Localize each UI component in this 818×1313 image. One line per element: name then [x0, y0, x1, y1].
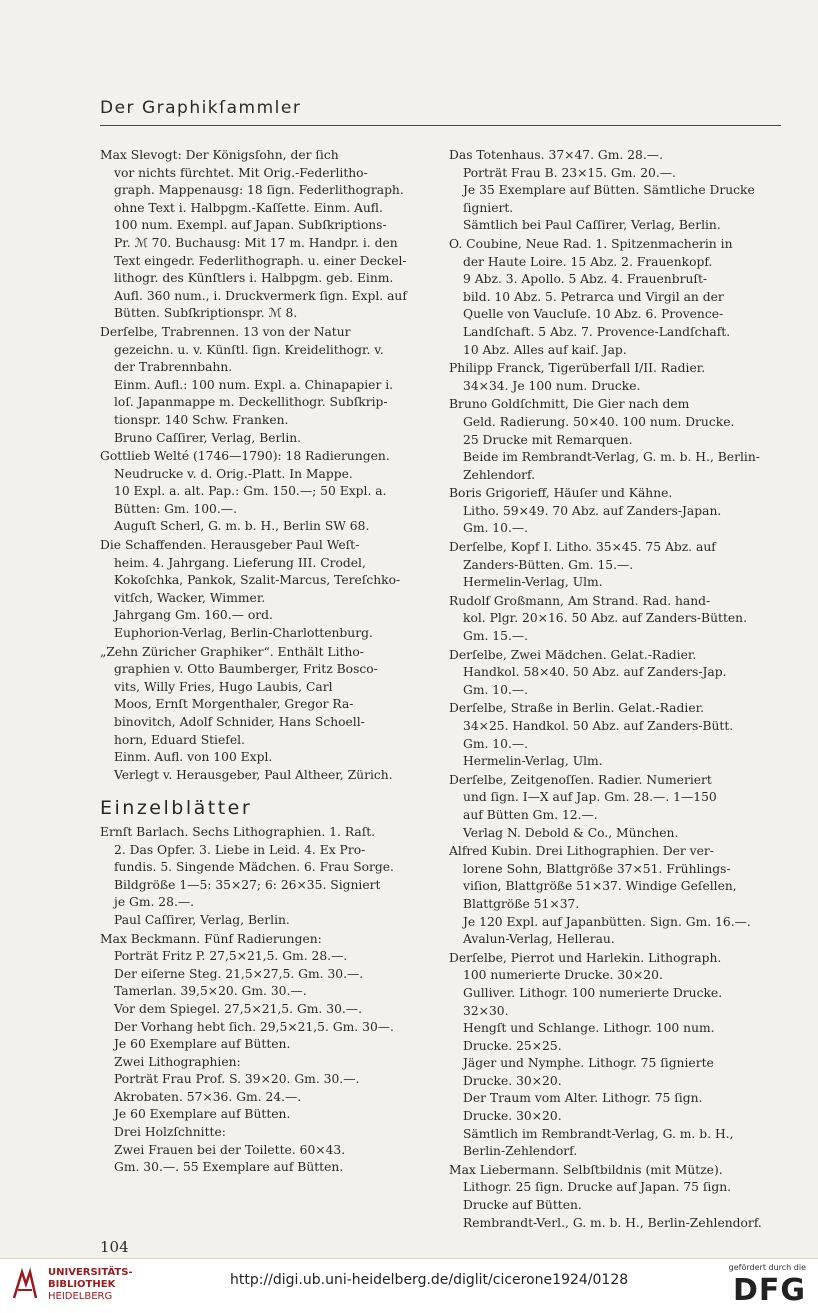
entry-line: Verlag N. Debold & Co., München. — [463, 825, 679, 840]
catalog-entry — [449, 1162, 783, 1232]
entry-line: Derſelbe, Zwei Mädchen. Gelat.-Radier. — [449, 647, 697, 662]
entry-line: 10 Expl. a. alt. Pap.: Gm. 150.—; 50 Expl. a. — [114, 484, 387, 499]
entry-line: Aufl. 360 num., i. Druckvermerk ſign. Expl. auf — [114, 288, 407, 303]
entry-line: Philipp Franck, Tigerüberfall I/II. Radier. — [449, 361, 706, 376]
entry-line: Geld. Radierung. 50×40. 100 num. Drucke. — [463, 414, 735, 429]
entry-line: Zwei Frauen bei der Toilette. 60×43. — [114, 1142, 346, 1157]
entry-line: Paul Caſſirer, Verlag, Berlin. — [114, 912, 290, 927]
entry-line: Drei Holzſchnitte: — [114, 1125, 226, 1140]
catalog-entry — [449, 593, 783, 646]
entry-line: 2. Das Opfer. 3. Liebe in Leid. 4. Ex Pro- — [114, 842, 366, 857]
entry-line: viſion, Blattgröße 51×37. Windige Geſellen, — [463, 879, 737, 894]
entry-line: Derſelbe, Pierrot und Harlekin. Lithograph. — [449, 950, 722, 965]
left-entries-section — [100, 824, 425, 1177]
left-column — [100, 147, 425, 1178]
entry-line: Der Vorhang hebt ſich. 29,5×21,5. Gm. 30—. — [114, 1019, 394, 1034]
entry-line: Die Schaffenden. Herausgeber Paul Weſt- — [100, 538, 360, 553]
entry-line: Drucke. 30×20. — [463, 1109, 562, 1124]
entry-line: Sämtlich im Rembrandt-Verlag, G. m. b. H., — [463, 1126, 734, 1141]
entry-line: Derſelbe, Zeitgenoſſen. Radier. Numeriert — [449, 772, 712, 787]
entry-line: graph. Mappenausg: 18 ſign. Federlithograph. — [114, 183, 404, 198]
entry-line: Porträt Frau B. 23×15. Gm. 20.—. — [463, 165, 676, 180]
right-entries — [449, 147, 783, 1232]
entry-line: Einm. Aufl. von 100 Expl. — [114, 750, 273, 765]
entry-line: Gulliver. Lithogr. 100 numerierte Drucke. — [463, 985, 723, 1000]
entry-line: Alfred Kubin. Drei Lithographien. Der ver- — [449, 844, 714, 859]
entry-line: je Gm. 28.—. — [114, 895, 195, 910]
entry-line: Auguſt Scherl, G. m. b. H., Berlin SW 68. — [114, 519, 370, 534]
entry-line: 32×30. — [463, 1003, 509, 1018]
entry-line: Drucke. 25×25. — [463, 1038, 562, 1053]
entry-line: Rembrandt-Verl., G. m. b. H., Berlin-Zehlendorf. — [463, 1215, 762, 1230]
catalog-entry — [100, 147, 425, 323]
library-line: BIBLIOTHEK — [48, 1279, 116, 1290]
entry-line: Je 120 Expl. auf Japanbütten. Sign. Gm. 16.—. — [463, 914, 751, 929]
entry-line: Zehlendorf. — [463, 467, 536, 482]
entry-line: Gm. 15.—. — [463, 629, 529, 644]
entry-line: 100 numerierte Drucke. 30×20. — [463, 968, 663, 983]
heidelberg-logo-icon — [10, 1266, 40, 1302]
entry-line: Akrobaten. 57×36. Gm. 24.—. — [114, 1089, 302, 1104]
entry-line: Bildgröße 1—5: 35×27; 6: 26×35. Signiert — [114, 877, 381, 892]
catalog-entry — [449, 647, 783, 700]
entry-line: gezeichn. u. v. Künſtl. ſign. Kreidelithogr. v. — [114, 342, 384, 357]
entry-line: Tamerlan. 39,5×20. Gm. 30.—. — [114, 984, 307, 999]
header-rule — [100, 125, 781, 126]
entry-line: Beide im Rembrandt-Verlag, G. m. b. H., Berlin- — [463, 450, 760, 465]
footer-bar — [0, 1258, 818, 1313]
catalog-entry — [449, 147, 783, 235]
entry-line: lorene Sohn, Blattgröße 37×51. Frühlings- — [463, 861, 731, 876]
entry-line: Handkol. 58×40. 50 Abz. auf Zanders-Jap. — [463, 665, 727, 680]
entry-line: Bruno Caſſirer, Verlag, Berlin. — [114, 430, 302, 445]
entry-line: Hengſt und Schlange. Lithogr. 100 num. — [463, 1021, 715, 1036]
entry-line: Bruno Goldſchmitt, Die Gier nach dem — [449, 397, 690, 412]
entry-line: Blattgröße 51×37. — [463, 896, 580, 911]
entry-line: Rudolf Großmann, Am Strand. Rad. hand- — [449, 593, 711, 608]
entry-line: Gm. 10.—. — [463, 682, 529, 697]
catalog-entry — [449, 843, 783, 949]
entry-line: Max Beckmann. Fünf Radierungen: — [100, 931, 322, 946]
catalog-entry — [100, 644, 425, 785]
entry-line: Der Traum vom Alter. Lithogr. 75 ſign. — [463, 1091, 703, 1106]
entry-line: Bütten: Gm. 100.—. — [114, 501, 237, 516]
entry-line: fundis. 5. Singende Mädchen. 6. Frau Sorge. — [114, 860, 394, 875]
dfg-logo: DFG — [732, 1273, 806, 1308]
entry-line: bild. 10 Abz. 5. Petrarca und Virgil an der — [463, 289, 724, 304]
entry-line: Porträt Fritz P. 27,5×21,5. Gm. 28.—. — [114, 949, 348, 964]
entry-line: Max Liebermann. Selbſtbildnis (mit Mütze). — [449, 1162, 723, 1177]
entry-line: ſigniert. — [463, 200, 514, 215]
entry-line: Pr. ℳ 70. Buchausg: Mit 17 m. Handpr. i. den — [114, 235, 398, 250]
entry-line: Vor dem Spiegel. 27,5×21,5. Gm. 30.—. — [114, 1001, 363, 1016]
entry-line: vor nichts fürchtet. Mit Orig.-Federlitho- — [114, 165, 368, 180]
catalog-entry — [100, 324, 425, 447]
entry-line: vits, Willy Fries, Hugo Laubis, Carl — [114, 679, 333, 694]
library-line: UNIVERSITÄTS- — [48, 1267, 133, 1278]
entry-line: 100 num. Exempl. auf Japan. Subſkriptions- — [114, 218, 387, 233]
entry-line: graphien v. Otto Baumberger, Fritz Bosco- — [114, 662, 378, 677]
entry-line: Ernſt Barlach. Sechs Lithographien. 1. Raſt. — [100, 824, 376, 839]
catalog-entry — [100, 537, 425, 643]
entry-line: Gottlieb Welté (1746—1790): 18 Radierungen. — [100, 449, 390, 464]
entry-line: der Trabrennbahn. — [114, 360, 233, 375]
entry-line: Berlin-Zehlendorf. — [463, 1144, 578, 1159]
entry-line: Derſelbe, Trabrennen. 13 von der Natur — [100, 324, 351, 339]
entry-line: Porträt Frau Prof. S. 39×20. Gm. 30.—. — [114, 1072, 360, 1087]
entry-line: loſ. Japanmappe m. Deckellithogr. Subſkrip- — [114, 395, 388, 410]
entry-line: Moos, Ernſt Morgenthaler, Gregor Ra- — [114, 697, 354, 712]
catalog-entry — [449, 772, 783, 842]
entry-line: Hermelin-Verlag, Ulm. — [463, 754, 603, 769]
catalog-entry — [449, 539, 783, 592]
entry-line: Einm. Aufl.: 100 num. Expl. a. Chinapapier i. — [114, 377, 394, 392]
entry-line: lithogr. des Künſtlers i. Halbpgm. geb. Einm. — [114, 271, 394, 286]
left-entries — [100, 147, 425, 784]
entry-line: kol. Plgr. 20×16. 50 Abz. auf Zanders-Bütten. — [463, 611, 747, 626]
entry-line: binovitch, Adolf Schnider, Hans Schoell- — [114, 715, 365, 729]
entry-line: Drucke auf Bütten. — [463, 1198, 582, 1213]
catalog-entry — [449, 360, 783, 395]
entry-line: vitſch, Wacker, Wimmer. — [114, 590, 266, 605]
entry-line: Jäger und Nymphe. Lithogr. 75 ſignierte — [463, 1056, 714, 1071]
entry-line: der Haute Loire. 15 Abz. 2. Frauenkopf. — [463, 254, 713, 269]
entry-line: ohne Text i. Halbpgm.-Kaſſette. Einm. Aufl. — [114, 200, 383, 215]
entry-line: Hermelin-Verlag, Ulm. — [463, 575, 603, 590]
catalog-entry — [449, 950, 783, 1161]
section-heading: Einzelblätter — [100, 797, 253, 820]
library-line: HEIDELBERG — [48, 1291, 113, 1302]
entry-line: Quelle von Vaucluſe. 10 Abz. 6. Provence- — [463, 307, 724, 322]
entry-line: 10 Abz. Alles auf kaiſ. Jap. — [463, 342, 627, 357]
entry-line: Je 35 Exemplare auf Bütten. Sämtliche Drucke — [463, 183, 755, 198]
entry-line: Je 60 Exemplare auf Bütten. — [114, 1037, 291, 1052]
library-name — [48, 1267, 133, 1303]
catalog-entry — [449, 700, 783, 770]
catalog-entry — [100, 448, 425, 536]
entry-line: tionspr. 140 Schw. Franken. — [114, 412, 289, 427]
entry-line: Jahrgang Gm. 160.— ord. — [114, 608, 273, 623]
entry-line: O. Coubine, Neue Rad. 1. Spitzenmacherin in — [449, 236, 733, 251]
entry-line: Litho. 59×49. 70 Abz. auf Zanders-Japan. — [463, 503, 722, 518]
entry-line: heim. 4. Jahrgang. Lieferung III. Crodel, — [114, 555, 366, 570]
entry-line: und ſign. I—X auf Jap. Gm. 28.—. 1—150 — [463, 790, 717, 805]
entry-line: Der eiſerne Steg. 21,5×27,5. Gm. 30.—. — [114, 966, 364, 981]
entry-line: Euphorion-Verlag, Berlin-Charlottenburg. — [114, 626, 373, 641]
running-head: Der Graphikſammler — [100, 98, 302, 118]
catalog-entry — [100, 931, 425, 1177]
entry-line: 25 Drucke mit Remarquen. — [463, 432, 633, 447]
entry-line: Gm. 30.—. 55 Exemplare auf Bütten. — [114, 1160, 344, 1175]
entry-line: Boris Grigorieff, Häuſer und Kähne. — [449, 486, 673, 501]
catalog-entry — [449, 396, 783, 484]
document-url-link[interactable]: http://digi.ub.uni-heidelberg.de/diglit/cicerone1924/0128 — [230, 1272, 629, 1288]
entry-line: Zanders-Bütten. Gm. 15.—. — [463, 557, 634, 572]
entry-line: Derſelbe, Straße in Berlin. Gelat.-Radier. — [449, 701, 705, 716]
entry-line: Neudrucke v. d. Orig.-Platt. In Mappe. — [114, 466, 353, 481]
entry-line: Text eingedr. Federlithograph. u. einer Deckel- — [114, 253, 407, 268]
entry-line: Das Totenhaus. 37×47. Gm. 28.—. — [449, 148, 663, 162]
entry-line: Derſelbe, Kopf I. Litho. 35×45. 75 Abz. auf — [449, 540, 716, 555]
catalog-entry — [100, 824, 425, 930]
entry-line: Zwei Lithographien: — [114, 1054, 241, 1069]
entry-line: Je 60 Exemplare auf Bütten. — [114, 1107, 291, 1122]
entry-line: Max Slevogt: Der Königsſohn, der ſich — [100, 148, 339, 162]
funded-by-label: gefördert durch die — [728, 1263, 806, 1272]
entry-line: Landſchaft. 5 Abz. 7. Provence-Landſchaft. — [463, 324, 731, 339]
entry-line: Kokoſchka, Pankok, Szalit-Marcus, Tereſchko- — [114, 573, 401, 588]
entry-line: auf Bütten Gm. 12.—. — [463, 807, 598, 822]
entry-line: Gm. 10.—. — [463, 521, 529, 536]
entry-line: Avalun-Verlag, Hellerau. — [463, 932, 615, 947]
entry-line: Verlegt v. Herausgeber, Paul Altheer, Zürich. — [114, 767, 393, 782]
entry-line: horn, Eduard Stiefel. — [114, 732, 245, 747]
right-column — [449, 147, 783, 1233]
entry-line: 34×34. Je 100 num. Drucke. — [463, 378, 641, 393]
entry-line: 34×25. Handkol. 50 Abz. auf Zanders-Bütt. — [463, 719, 734, 733]
entry-line: Lithogr. 25 ſign. Drucke auf Japan. 75 ſign. — [463, 1180, 732, 1195]
catalog-entry — [449, 236, 783, 359]
page-number: 104 — [100, 1238, 129, 1256]
entry-line: 9 Abz. 3. Apollo. 5 Abz. 4. Frauenbruſt- — [463, 272, 708, 287]
entry-line: Bütten. Subſkriptionspr. ℳ 8. — [114, 306, 298, 321]
entry-line: Drucke. 30×20. — [463, 1073, 562, 1088]
catalog-entry — [449, 485, 783, 538]
entry-line: Sämtlich bei Paul Caſſirer, Verlag, Berlin. — [463, 218, 721, 233]
entry-line: „Zehn Züricher Graphiker“. Enthält Litho- — [100, 644, 364, 659]
entry-line: Gm. 10.—. — [463, 736, 529, 751]
